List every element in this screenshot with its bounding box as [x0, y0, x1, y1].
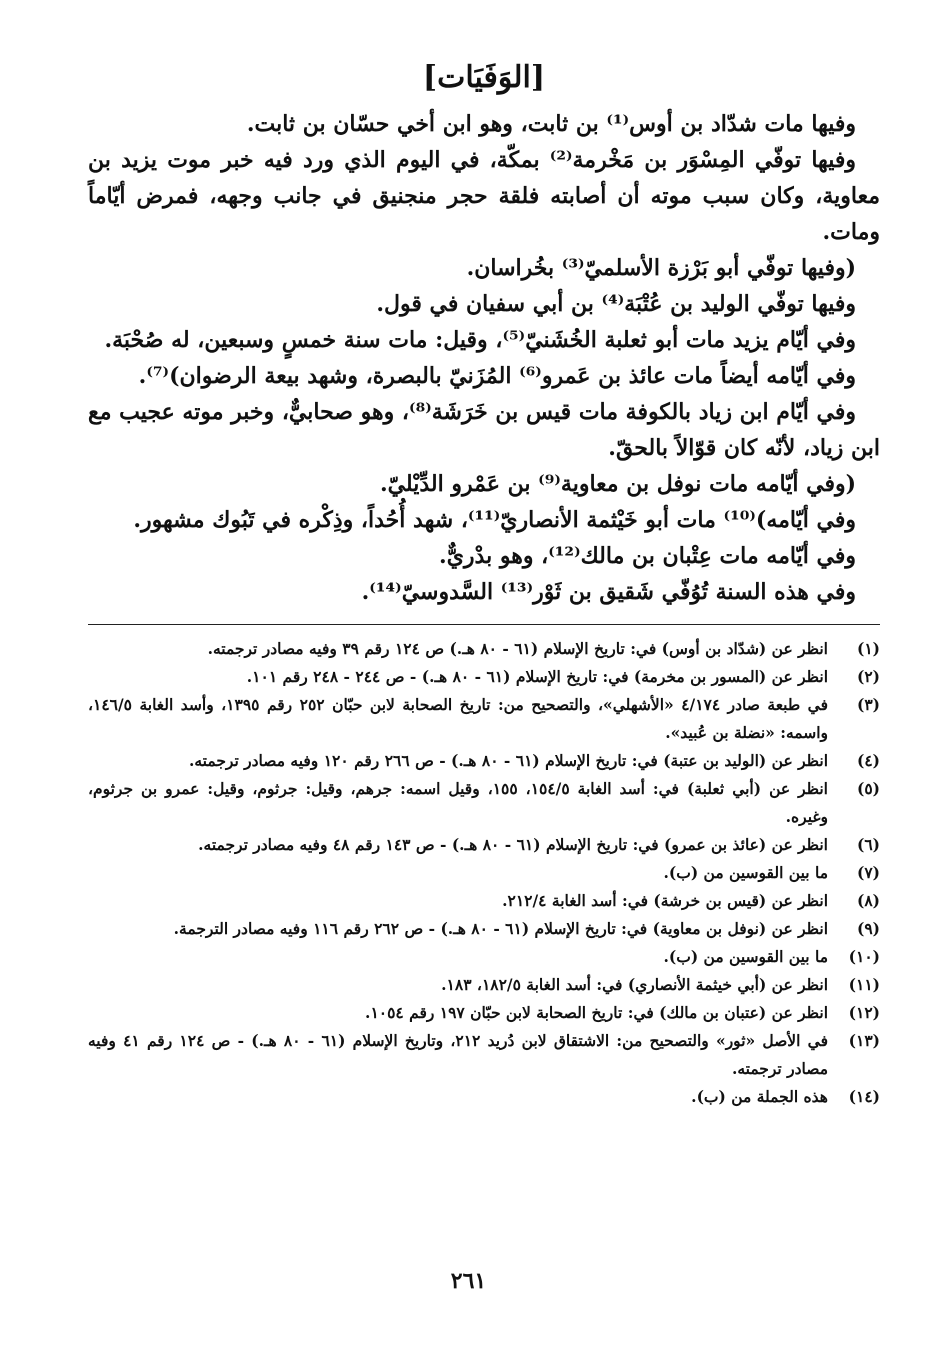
footnote-number: (٧)	[856, 863, 880, 882]
footnote	[88, 1083, 880, 1111]
footnote-text: في الأصل «ثور» والتصحيح من: الاشتقاق لابن دُريد ٢١٢، وتاريخ الإسلام (٦١ - ٨٠ هـ.) - ص ١٢٤ رقم ٤١ وفيه مصادر ترجمته.	[88, 1031, 829, 1078]
footnote-text: في طبعة صادر ٤/١٧٤ «الأشهلي»، والتصحيح من: تاريخ الصحابة لابن حبّان ٢٥٢ رقم ١٣٩٥، وأسد الغابة ١٤٦/٥، واسمه: «نضلة بن عُبيد».	[88, 695, 828, 742]
main-text	[88, 106, 880, 610]
footnote-text: ما بين القوسين من (ب).	[663, 947, 828, 966]
footnote-text: انظر عن (أبي خيثمة الأنصاري) في: أسد الغابة ١٨٢/٥، ١٨٣.	[441, 975, 828, 994]
document-page	[88, 58, 880, 1111]
footnote	[88, 999, 880, 1027]
footnote-text: انظر عن (نوفل بن معاوية) في: تاريخ الإسلام (٦١ - ٨٠ هـ.) - ص ٢٦٢ رقم ١١٦ وفيه مصادر الترجمة.	[173, 919, 828, 938]
paragraph: وفي أيّامه أيضاً مات عائذ بن عَمرو⁽⁶⁾ المُزَنيّ بالبصرة، وشهد بيعة الرضوان)⁽⁷⁾.	[138, 363, 856, 389]
paragraph: وفي أيّام ابن زياد بالكوفة مات قيس بن خَرَشَة⁽⁸⁾، وهو صحابيٌّ، وخبر موته عجيب مع ابن زياد، لأنّه كان قوّالاً بالحقّ.	[88, 399, 880, 461]
footnote-number: (١٤)	[848, 1087, 880, 1106]
paragraph: وفي هذه السنة تُوُفّي شَقيق بن ثَوْر⁽¹³⁾ السَّدوسيّ⁽¹⁴⁾.	[361, 579, 856, 605]
footnote-text: انظر عن (قيس بن خرشة) في: أسد الغابة ٢١٢/٤.	[502, 891, 828, 910]
paragraph: وفيها توفّي المِسْوَر بن مَخْرمة⁽²⁾ بمكّة، في اليوم الذي ورد فيه خبر موت يزيد بن معاوية، وكان سبب موته أن أصابته فلقة حجر منجنيق في جانب وجهه، فمرض أيّاماً ومات.	[88, 147, 880, 245]
footnote	[88, 887, 880, 915]
paragraph: وفي أيّامه)⁽¹⁰⁾ مات أبو خَيْثمة الأنصاريّ⁽¹¹⁾، شهد أُحُداً، وذِكْره في تَبُوك مشهور.	[133, 507, 856, 533]
footnote	[88, 971, 880, 999]
paragraph: وفيها توفّي الوليد بن عُتْبَة⁽⁴⁾ بن أبي سفيان في قول.	[376, 291, 856, 317]
footnote	[88, 831, 880, 859]
footnote	[88, 943, 880, 971]
footnote-number: (١)	[856, 639, 880, 658]
footnote-text: انظر عن (أبي ثعلبة) في: أسد الغابة ١٥٤/٥، ١٥٥، وقيل اسمه: جرهم، وقيل: جرثوم، وقيل: عمرو بن جرثوم، وغيره.	[88, 779, 828, 826]
footnote-number: (٦)	[856, 835, 880, 854]
footnote	[88, 915, 880, 943]
footnote-number: (٢)	[856, 667, 880, 686]
footnote-number: (٩)	[856, 919, 880, 938]
footnote-number: (١٢)	[848, 1003, 880, 1022]
footnote-number: (٤)	[856, 751, 880, 770]
footnote	[88, 635, 880, 663]
footnote-number: (٥)	[856, 779, 880, 798]
footnote	[88, 859, 880, 887]
footnote	[88, 1027, 880, 1083]
footnote-text: انظر عن (شدّاد بن أوس) في: تاريخ الإسلام (٦١ - ٨٠ هـ.) ص ١٢٤ رقم ٣٩ وفيه مصادر ترجمته.	[207, 639, 828, 658]
paragraph: (وفيها توفّي أبو بَرْزة الأسلميّ⁽³⁾ بخُراسان.	[466, 255, 856, 281]
footnote-text: ما بين القوسين من (ب).	[663, 863, 828, 882]
section-title: [الوَفَيَات]	[422, 60, 546, 95]
footnote-text: هذه الجملة من (ب).	[691, 1087, 828, 1106]
footnote-number: (١١)	[848, 975, 880, 994]
footnote-number: (٨)	[856, 891, 880, 910]
footnotes	[88, 635, 880, 1111]
footnote	[88, 775, 880, 831]
footnote	[88, 747, 880, 775]
footnote	[88, 663, 880, 691]
paragraph: (وفي أيّامه مات نوفل بن معاوية⁽⁹⁾ بن عَمْرو الدِّيْليّ.	[379, 471, 856, 497]
footnote-text: انظر عن (المسور بن مخرمة) في: تاريخ الإسلام (٦١ - ٨٠ هـ.) - ص ٢٤٤ - ٢٤٨ رقم ١٠١.	[246, 667, 828, 686]
paragraph: وفي أيّام يزيد مات أبو ثعلبة الخُشَنيّ⁽⁵⁾، وقيل: مات سنة خمسٍ وسبعين، له صُحْبَة.	[104, 327, 856, 353]
footnote-number: (١٠)	[848, 947, 880, 966]
footnote-divider	[88, 624, 880, 625]
paragraph: وفيها مات شدّاد بن أوس⁽¹⁾ بن ثابت، وهو ابن أخي حسّان بن ثابت.	[246, 111, 856, 137]
page-number: ٢٦١	[450, 1268, 487, 1294]
paragraph: وفي أيّامه مات عِتْبان بن مالك⁽¹²⁾، وهو بدْريٌّ.	[439, 543, 856, 569]
footnote-number: (١٣)	[848, 1031, 880, 1050]
footnote-text: انظر عن (عائذ بن عمرو) في: تاريخ الإسلام (٦١ - ٨٠ هـ.) - ص ١٤٣ رقم ٤٨ وفيه مصادر ترجمته.	[198, 835, 828, 854]
footnote-number: (٣)	[856, 695, 880, 714]
footnote-text: انظر عن (عتبان بن مالك) في: تاريخ الصحابة لابن حبّان ١٩٧ رقم ١٠٥٤.	[365, 1003, 828, 1022]
footnote	[88, 691, 880, 747]
footnote-text: انظر عن (الوليد بن عتبة) في: تاريخ الإسلام (٦١ - ٨٠ هـ.) - ص ٢٦٦ رقم ١٢٠ وفيه مصادر ترجمته.	[188, 751, 828, 770]
